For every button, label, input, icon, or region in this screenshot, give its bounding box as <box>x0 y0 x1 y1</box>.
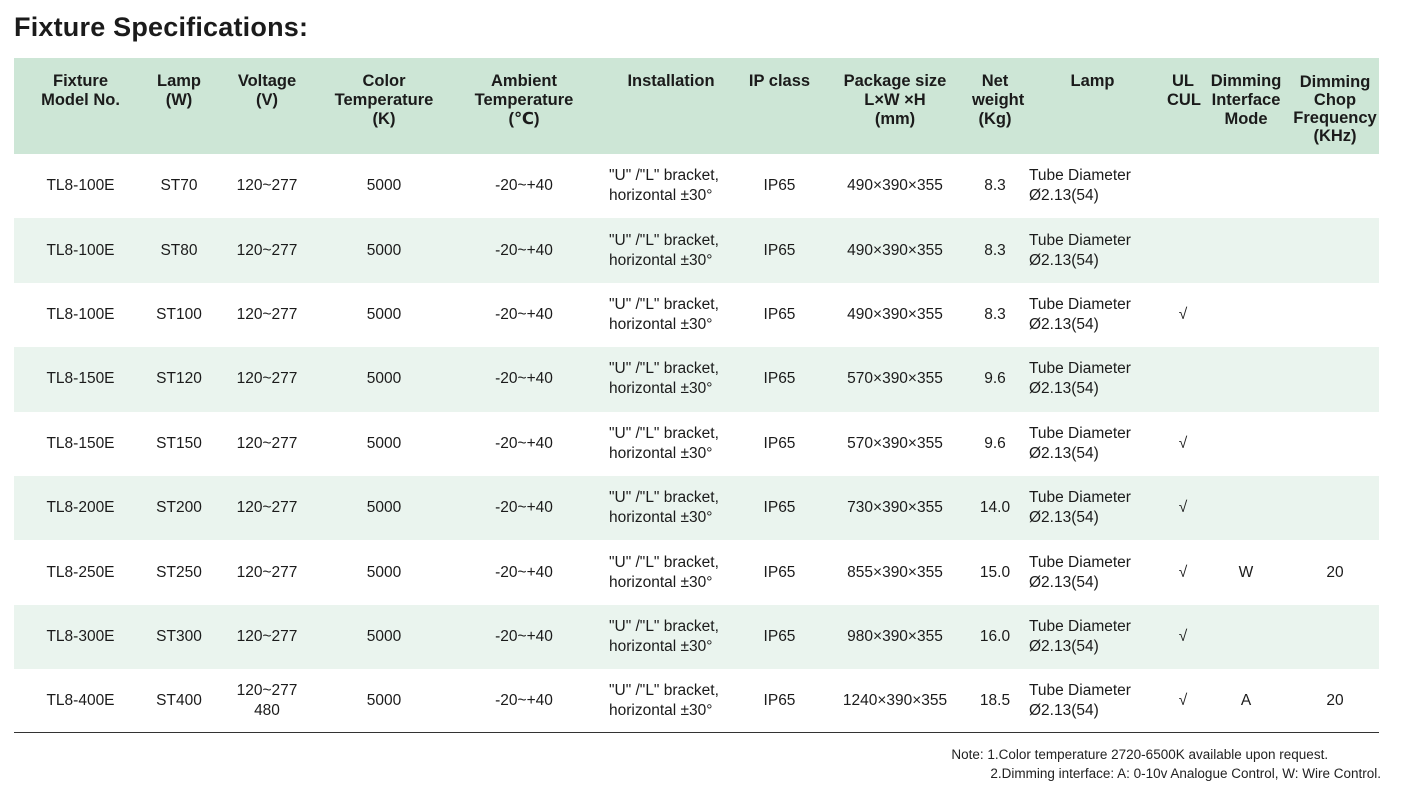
cell-lamp-watt: ST80 <box>160 241 198 259</box>
cell-ambient-temp: -20~+40 <box>495 241 553 259</box>
cell-lamp: Tube Diameter Ø2.13(54) <box>1029 617 1131 655</box>
cell-color-temp: 5000 <box>366 305 402 323</box>
cell-package-size: 490×390×355 <box>847 241 943 259</box>
cell-ip-class: IP65 <box>763 370 796 388</box>
cell-net-weight: 18.5 <box>979 692 1011 710</box>
cell-lamp: Tube Diameter Ø2.13(54) <box>1029 231 1131 269</box>
cell-net-weight: 8.3 <box>984 241 1006 259</box>
cell-lamp: Tube Diameter Ø2.13(54) <box>1029 360 1131 398</box>
cell-installation: "U" /"L" bracket, horizontal ±30° <box>609 360 719 398</box>
cell-ambient-temp: -20~+40 <box>495 434 553 452</box>
cell-ip-class: IP65 <box>763 627 796 645</box>
cell-model: TL8-400E <box>46 692 115 710</box>
cell-installation: "U" /"L" bracket, horizontal ±30° <box>609 167 719 205</box>
cell-dimming-mode <box>1201 476 1291 540</box>
cell-model: TL8-100E <box>46 305 115 323</box>
cell-ip-class: IP65 <box>763 177 796 195</box>
cell-voltage: 120~277 <box>236 563 298 581</box>
table-row <box>14 476 1379 540</box>
cell-voltage: 120~277 <box>236 305 298 323</box>
cell-ip-class: IP65 <box>763 499 796 517</box>
cell-package-size: 730×390×355 <box>847 499 943 517</box>
header-installation: Installation <box>627 72 715 90</box>
cell-package-size: 1240×390×355 <box>842 692 948 710</box>
cell-installation: "U" /"L" bracket, horizontal ±30° <box>609 489 719 527</box>
cell-dimming-mode <box>1201 154 1291 218</box>
cell-model: TL8-200E <box>46 499 115 517</box>
table-row <box>14 605 1379 669</box>
cell-ul-cul <box>1165 347 1201 411</box>
cell-ul-cul: √ <box>1178 499 1188 517</box>
header-ip-class: IP class <box>748 72 811 90</box>
cell-package-size: 980×390×355 <box>847 627 943 645</box>
notes <box>951 745 1381 783</box>
cell-lamp-watt: ST120 <box>156 370 202 388</box>
cell-dimming-frequency <box>1291 605 1379 669</box>
cell-package-size: 570×390×355 <box>847 434 943 452</box>
cell-color-temp: 5000 <box>366 177 402 195</box>
cell-installation: "U" /"L" bracket, horizontal ±30° <box>609 617 719 655</box>
table-row <box>14 283 1379 347</box>
header-model: Fixture Model No. <box>41 72 120 109</box>
cell-lamp-watt: ST150 <box>156 434 202 452</box>
cell-voltage: 120~277 <box>236 434 298 452</box>
cell-lamp-watt: ST300 <box>156 627 202 645</box>
cell-voltage: 120~277 <box>236 177 298 195</box>
cell-model: TL8-100E <box>46 177 115 195</box>
cell-package-size: 570×390×355 <box>847 370 943 388</box>
cell-lamp: Tube Diameter Ø2.13(54) <box>1029 489 1131 527</box>
cell-lamp: Tube Diameter Ø2.13(54) <box>1029 295 1131 333</box>
cell-ip-class: IP65 <box>763 305 796 323</box>
cell-ambient-temp: -20~+40 <box>495 370 553 388</box>
cell-installation: "U" /"L" bracket, horizontal ±30° <box>609 424 719 462</box>
cell-ambient-temp: -20~+40 <box>495 627 553 645</box>
note-line-1: Note: 1.Color temperature 2720-6500K available upon request. <box>951 747 1329 762</box>
cell-ambient-temp: -20~+40 <box>495 692 553 710</box>
table-row <box>14 669 1379 733</box>
cell-ambient-temp: -20~+40 <box>495 177 553 195</box>
cell-ambient-temp: -20~+40 <box>495 563 553 581</box>
cell-lamp-watt: ST100 <box>156 305 202 323</box>
cell-dimming-frequency <box>1291 347 1379 411</box>
cell-ul-cul: √ <box>1178 563 1188 581</box>
cell-dimming-frequency <box>1291 476 1379 540</box>
cell-voltage: 120~277 <box>236 627 298 645</box>
cell-ambient-temp: -20~+40 <box>495 499 553 517</box>
cell-lamp: Tube Diameter Ø2.13(54) <box>1029 424 1131 462</box>
cell-dimming-frequency <box>1291 412 1379 476</box>
cell-ul-cul <box>1165 154 1201 218</box>
table-body <box>14 154 1379 734</box>
cell-dimming-mode <box>1201 605 1291 669</box>
cell-net-weight: 9.6 <box>984 370 1006 388</box>
cell-ip-class: IP65 <box>763 434 796 452</box>
cell-model: TL8-150E <box>46 370 115 388</box>
cell-voltage: 120~277 <box>236 499 298 517</box>
cell-color-temp: 5000 <box>366 370 402 388</box>
cell-lamp-watt: ST250 <box>156 563 202 581</box>
cell-ip-class: IP65 <box>763 563 796 581</box>
table-row <box>14 218 1379 282</box>
cell-package-size: 855×390×355 <box>847 563 943 581</box>
cell-lamp: Tube Diameter Ø2.13(54) <box>1029 167 1131 205</box>
cell-model: TL8-250E <box>46 563 115 581</box>
cell-dimming-frequency <box>1291 154 1379 218</box>
cell-ul-cul: √ <box>1178 692 1188 710</box>
cell-color-temp: 5000 <box>366 627 402 645</box>
cell-package-size: 490×390×355 <box>847 305 943 323</box>
cell-ul-cul: √ <box>1178 627 1188 645</box>
cell-installation: "U" /"L" bracket, horizontal ±30° <box>609 553 719 591</box>
header-lamp-watt: Lamp (W) <box>156 72 201 109</box>
cell-dimming-frequency: 20 <box>1326 692 1344 710</box>
cell-installation: "U" /"L" bracket, horizontal ±30° <box>609 295 719 333</box>
header-ul-cul: UL CUL <box>1167 72 1201 109</box>
cell-installation: "U" /"L" bracket, horizontal ±30° <box>609 231 719 269</box>
cell-model: TL8-150E <box>46 434 115 452</box>
cell-dimming-mode <box>1201 412 1291 476</box>
cell-color-temp: 5000 <box>366 692 402 710</box>
cell-dimming-frequency: 20 <box>1326 563 1344 581</box>
table-header-row <box>14 58 1379 154</box>
cell-lamp-watt: ST400 <box>156 692 202 710</box>
cell-net-weight: 9.6 <box>984 434 1006 452</box>
page-title: Fixture Specifications: <box>14 12 309 42</box>
cell-lamp: Tube Diameter Ø2.13(54) <box>1029 553 1131 591</box>
table-row <box>14 540 1379 604</box>
cell-net-weight: 15.0 <box>979 563 1011 581</box>
cell-dimming-mode <box>1201 283 1291 347</box>
cell-installation: "U" /"L" bracket, horizontal ±30° <box>609 682 719 720</box>
table-bottom-rule <box>14 732 1379 733</box>
cell-color-temp: 5000 <box>366 434 402 452</box>
cell-net-weight: 16.0 <box>979 627 1011 645</box>
header-color-temp: Color Temperature (K) <box>334 72 434 128</box>
cell-color-temp: 5000 <box>366 241 402 259</box>
cell-dimming-frequency <box>1291 283 1379 347</box>
cell-net-weight: 8.3 <box>984 305 1006 323</box>
cell-ul-cul <box>1165 218 1201 282</box>
table-row <box>14 347 1379 411</box>
cell-color-temp: 5000 <box>366 563 402 581</box>
cell-voltage: 120~277 <box>236 370 298 388</box>
cell-dimming-frequency <box>1291 218 1379 282</box>
cell-ip-class: IP65 <box>763 241 796 259</box>
header-voltage: Voltage (V) <box>237 72 297 109</box>
cell-dimming-mode: A <box>1240 692 1252 710</box>
cell-net-weight: 8.3 <box>984 177 1006 195</box>
cell-ul-cul: √ <box>1178 434 1188 452</box>
cell-ul-cul: √ <box>1178 305 1188 323</box>
cell-voltage: 120~277 480 <box>236 682 298 720</box>
header-dimming-frequency: Dimming Chop Frequency (KHz) <box>1293 73 1377 145</box>
cell-color-temp: 5000 <box>366 499 402 517</box>
header-lamp: Lamp <box>1070 72 1115 90</box>
cell-lamp-watt: ST200 <box>156 499 202 517</box>
table-row <box>14 412 1379 476</box>
cell-lamp-watt: ST70 <box>160 177 198 195</box>
cell-dimming-mode <box>1201 347 1291 411</box>
cell-model: TL8-100E <box>46 241 115 259</box>
fixture-spec-table <box>14 58 1379 734</box>
cell-lamp: Tube Diameter Ø2.13(54) <box>1029 682 1131 720</box>
header-ambient-temp: Ambient Temperature (℃) <box>474 72 574 128</box>
header-net-weight: Net weight (Kg) <box>972 72 1025 128</box>
cell-voltage: 120~277 <box>236 241 298 259</box>
cell-ip-class: IP65 <box>763 692 796 710</box>
header-dimming-mode: Dimming Interface Mode <box>1210 72 1282 128</box>
header-package-size: Package size L×W ×H (mm) <box>843 72 947 128</box>
cell-package-size: 490×390×355 <box>847 177 943 195</box>
cell-model: TL8-300E <box>46 627 115 645</box>
note-line-2: 2.Dimming interface: A: 0-10v Analogue Control, W: Wire Control. <box>990 766 1381 781</box>
cell-dimming-mode <box>1201 218 1291 282</box>
cell-dimming-mode: W <box>1238 563 1254 581</box>
cell-ambient-temp: -20~+40 <box>495 305 553 323</box>
cell-net-weight: 14.0 <box>979 499 1011 517</box>
table-row <box>14 154 1379 218</box>
